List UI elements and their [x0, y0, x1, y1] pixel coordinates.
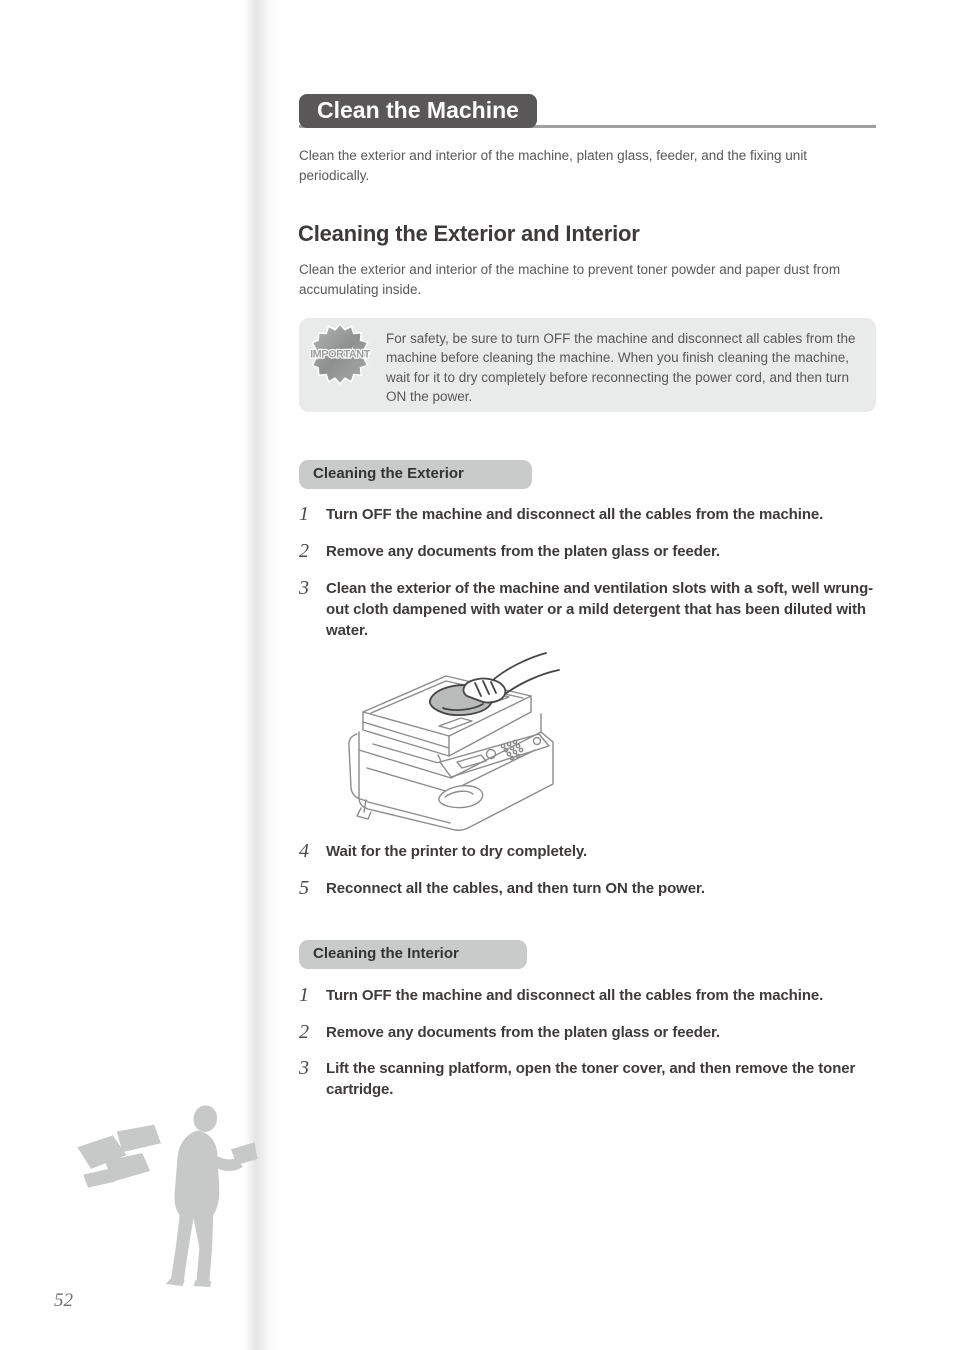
exterior-step-5 [299, 878, 876, 899]
step-text: Turn OFF the machine and disconnect all the cables from the machine. [326, 987, 824, 1004]
section-heading: Cleaning the Exterior and Interior [298, 221, 640, 246]
step-text: Clean the exterior of the machine and ventilation slots with a soft, well wrung-out cloth dampened with water or a mild detergent that has been diluted with water. [326, 580, 874, 639]
step-number: 3 [299, 577, 309, 599]
step-text: Lift the scanning platform, open the toner cover, and then remove the toner cartridge. [326, 1060, 856, 1098]
person-body [171, 1130, 219, 1283]
person-silhouette-art [60, 1098, 260, 1290]
step-number: 5 [299, 877, 309, 899]
step-number: 3 [299, 1057, 309, 1079]
step-number: 1 [299, 503, 309, 525]
paper-sheet-icon [117, 1125, 161, 1153]
exterior-step-2 [299, 541, 876, 562]
page-number: 52 [54, 1290, 73, 1311]
exterior-step-4 [299, 841, 876, 862]
person-head [192, 1104, 219, 1134]
step-number: 1 [299, 984, 309, 1006]
step-text: Remove any documents from the platen glass or feeder. [326, 543, 720, 560]
section-intro: Clean the exterior and interior of the machine to prevent toner powder and paper dust from accumulating inside. [299, 262, 841, 297]
step-number: 2 [299, 1021, 309, 1043]
exterior-step-3 [299, 578, 876, 641]
step-text: Reconnect all the cables, and then turn ON the power. [326, 880, 705, 897]
subsection-label-exterior: Cleaning the Exterior [299, 460, 532, 489]
page-title: Clean the Machine [299, 94, 537, 128]
step-number: 4 [299, 840, 309, 862]
interior-step-1 [299, 985, 876, 1006]
paper-sheet-icon [83, 1169, 115, 1188]
page-intro: Clean the exterior and interior of the machine, platen glass, feeder, and the fixing unit periodically. [299, 148, 808, 183]
important-badge-label: IMPORTANT [310, 348, 370, 361]
important-badge-icon [308, 323, 372, 385]
exterior-step-1 [299, 504, 876, 525]
person-foot [166, 1279, 185, 1286]
step-text: Remove any documents from the platen glass or feeder. [326, 1024, 720, 1041]
important-text: For safety, be sure to turn OFF the machine and disconnect all cables from the machine before cleaning the machine. When you finish cleaning the machine, wait for it to dry completely before reconnecting the power cord, and then turn ON the power. [386, 331, 856, 404]
step-text: Turn OFF the machine and disconnect all the cables from the machine. [326, 506, 824, 523]
subsection-label-interior: Cleaning the Interior [299, 940, 527, 969]
person-foot [193, 1280, 211, 1287]
step-text: Wait for the printer to dry completely. [326, 843, 588, 860]
interior-step-3 [299, 1058, 876, 1100]
printer-cleaning-illustration [343, 650, 563, 834]
interior-step-2 [299, 1022, 876, 1043]
important-callout [299, 318, 876, 412]
step-number: 2 [299, 540, 309, 562]
